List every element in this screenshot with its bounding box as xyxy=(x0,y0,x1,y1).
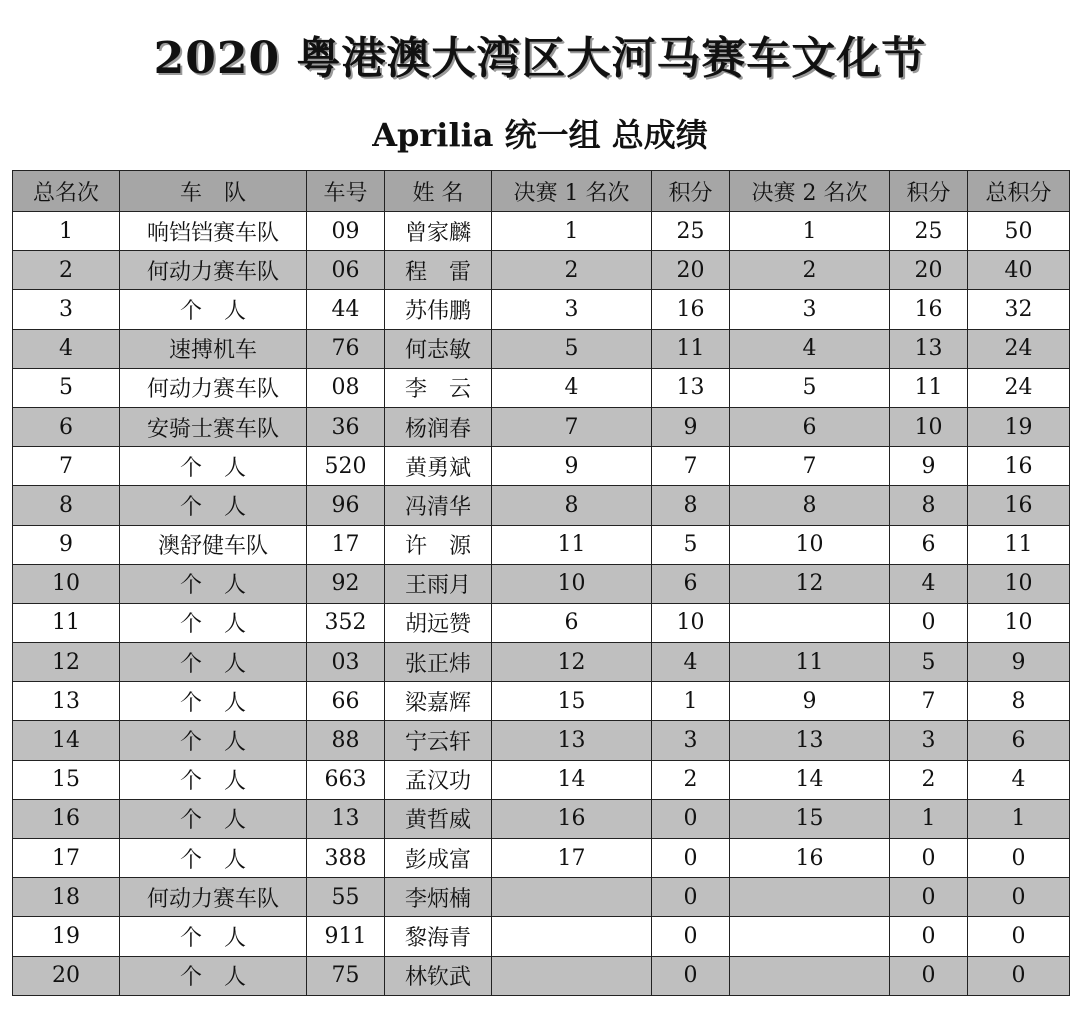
car-number-cell: 06 xyxy=(307,251,385,290)
final1-points-cell: 1 xyxy=(652,682,730,721)
final2-rank-cell: 11 xyxy=(730,643,890,682)
final2-rank-cell: 5 xyxy=(730,368,890,407)
final2-points-cell: 0 xyxy=(890,956,968,995)
name-cell: 彭成富 xyxy=(385,839,492,878)
header-final2-points: 积分 xyxy=(890,171,968,212)
car-number-cell: 76 xyxy=(307,329,385,368)
table-row xyxy=(13,799,1070,838)
rank-cell: 2 xyxy=(13,251,120,290)
total-points-cell: 1 xyxy=(968,799,1070,838)
table-row xyxy=(13,447,1070,486)
final2-points-cell: 8 xyxy=(890,486,968,525)
name-cell: 胡远赞 xyxy=(385,603,492,642)
total-points-cell: 0 xyxy=(968,878,1070,917)
final1-points-cell: 10 xyxy=(652,603,730,642)
team-cell: 个 人 xyxy=(120,564,307,603)
team-cell: 个 人 xyxy=(120,486,307,525)
team-cell: 个 人 xyxy=(120,447,307,486)
team-cell: 澳舒健车队 xyxy=(120,525,307,564)
final2-rank-cell: 15 xyxy=(730,799,890,838)
final1-points-cell: 16 xyxy=(652,290,730,329)
total-points-cell: 16 xyxy=(968,447,1070,486)
car-number-cell: 92 xyxy=(307,564,385,603)
final1-points-cell: 25 xyxy=(652,212,730,251)
rank-cell: 18 xyxy=(13,878,120,917)
team-cell: 何动力赛车队 xyxy=(120,368,307,407)
final2-points-cell: 25 xyxy=(890,212,968,251)
final2-points-cell: 0 xyxy=(890,603,968,642)
rank-cell: 14 xyxy=(13,721,120,760)
table-row xyxy=(13,329,1070,368)
final2-rank-cell xyxy=(730,956,890,995)
final1-points-cell: 0 xyxy=(652,839,730,878)
final1-rank-cell: 4 xyxy=(492,368,652,407)
name-cell: 李 云 xyxy=(385,368,492,407)
final2-points-cell: 1 xyxy=(890,799,968,838)
table-row xyxy=(13,407,1070,446)
total-points-cell: 10 xyxy=(968,603,1070,642)
car-number-cell: 36 xyxy=(307,407,385,446)
car-number-cell: 09 xyxy=(307,212,385,251)
header-car-number: 车号 xyxy=(307,171,385,212)
final1-points-cell: 8 xyxy=(652,486,730,525)
table-row xyxy=(13,603,1070,642)
car-number-cell: 88 xyxy=(307,721,385,760)
total-points-cell: 50 xyxy=(968,212,1070,251)
name-cell: 李炳楠 xyxy=(385,878,492,917)
total-points-cell: 24 xyxy=(968,329,1070,368)
team-cell: 个 人 xyxy=(120,682,307,721)
car-number-cell: 55 xyxy=(307,878,385,917)
car-number-cell: 17 xyxy=(307,525,385,564)
final2-points-cell: 13 xyxy=(890,329,968,368)
car-number-cell: 911 xyxy=(307,917,385,956)
total-points-cell: 0 xyxy=(968,917,1070,956)
name-cell: 王雨月 xyxy=(385,564,492,603)
final2-points-cell: 0 xyxy=(890,917,968,956)
table-row xyxy=(13,368,1070,407)
team-cell: 何动力赛车队 xyxy=(120,878,307,917)
final1-points-cell: 7 xyxy=(652,447,730,486)
table-row xyxy=(13,486,1070,525)
name-cell: 孟汉功 xyxy=(385,760,492,799)
rank-cell: 4 xyxy=(13,329,120,368)
name-cell: 何志敏 xyxy=(385,329,492,368)
final1-points-cell: 13 xyxy=(652,368,730,407)
results-table xyxy=(12,170,1070,996)
final1-rank-cell: 1 xyxy=(492,212,652,251)
table-row xyxy=(13,525,1070,564)
name-cell: 苏伟鹏 xyxy=(385,290,492,329)
total-points-cell: 24 xyxy=(968,368,1070,407)
final2-rank-cell: 14 xyxy=(730,760,890,799)
final2-rank-cell xyxy=(730,878,890,917)
rank-cell: 13 xyxy=(13,682,120,721)
final2-rank-cell: 4 xyxy=(730,329,890,368)
final2-rank-cell: 8 xyxy=(730,486,890,525)
final1-rank-cell xyxy=(492,956,652,995)
rank-cell: 6 xyxy=(13,407,120,446)
final2-rank-cell: 1 xyxy=(730,212,890,251)
final2-rank-cell: 12 xyxy=(730,564,890,603)
rank-cell: 9 xyxy=(13,525,120,564)
table-row xyxy=(13,760,1070,799)
rank-cell: 10 xyxy=(13,564,120,603)
final2-points-cell: 9 xyxy=(890,447,968,486)
final1-rank-cell: 9 xyxy=(492,447,652,486)
name-cell: 冯清华 xyxy=(385,486,492,525)
final1-rank-cell xyxy=(492,878,652,917)
total-points-cell: 11 xyxy=(968,525,1070,564)
rank-cell: 17 xyxy=(13,839,120,878)
final1-rank-cell: 5 xyxy=(492,329,652,368)
total-points-cell: 0 xyxy=(968,839,1070,878)
table-row xyxy=(13,917,1070,956)
car-number-cell: 03 xyxy=(307,643,385,682)
team-cell: 个 人 xyxy=(120,917,307,956)
name-cell: 杨润春 xyxy=(385,407,492,446)
team-cell: 个 人 xyxy=(120,839,307,878)
name-cell: 林钦武 xyxy=(385,956,492,995)
final2-points-cell: 16 xyxy=(890,290,968,329)
total-points-cell: 40 xyxy=(968,251,1070,290)
final1-points-cell: 0 xyxy=(652,799,730,838)
final1-rank-cell: 15 xyxy=(492,682,652,721)
final2-points-cell: 7 xyxy=(890,682,968,721)
final1-points-cell: 0 xyxy=(652,878,730,917)
final2-rank-cell: 7 xyxy=(730,447,890,486)
car-number-cell: 66 xyxy=(307,682,385,721)
final2-points-cell: 0 xyxy=(890,878,968,917)
name-cell: 黄勇斌 xyxy=(385,447,492,486)
car-number-cell: 96 xyxy=(307,486,385,525)
table-row xyxy=(13,564,1070,603)
rank-cell: 5 xyxy=(13,368,120,407)
final1-points-cell: 6 xyxy=(652,564,730,603)
final1-rank-cell: 17 xyxy=(492,839,652,878)
table-row xyxy=(13,721,1070,760)
final1-rank-cell: 8 xyxy=(492,486,652,525)
final2-rank-cell: 3 xyxy=(730,290,890,329)
team-cell: 个 人 xyxy=(120,643,307,682)
total-points-cell: 8 xyxy=(968,682,1070,721)
final2-points-cell: 2 xyxy=(890,760,968,799)
name-cell: 许 源 xyxy=(385,525,492,564)
name-cell: 曾家麟 xyxy=(385,212,492,251)
table-row xyxy=(13,956,1070,995)
final2-rank-cell: 9 xyxy=(730,682,890,721)
header-final2-rank: 决赛 2 名次 xyxy=(730,171,890,212)
final1-rank-cell: 16 xyxy=(492,799,652,838)
final2-points-cell: 6 xyxy=(890,525,968,564)
final1-rank-cell: 2 xyxy=(492,251,652,290)
name-cell: 张正炜 xyxy=(385,643,492,682)
final2-rank-cell xyxy=(730,603,890,642)
name-cell: 宁云轩 xyxy=(385,721,492,760)
total-points-cell: 19 xyxy=(968,407,1070,446)
final2-rank-cell: 10 xyxy=(730,525,890,564)
final2-rank-cell: 6 xyxy=(730,407,890,446)
header-total-points: 总积分 xyxy=(968,171,1070,212)
team-cell: 安骑士赛车队 xyxy=(120,407,307,446)
final1-rank-cell: 12 xyxy=(492,643,652,682)
rank-cell: 12 xyxy=(13,643,120,682)
final2-points-cell: 10 xyxy=(890,407,968,446)
table-row xyxy=(13,643,1070,682)
final1-rank-cell: 10 xyxy=(492,564,652,603)
table-row xyxy=(13,878,1070,917)
rank-cell: 16 xyxy=(13,799,120,838)
final1-rank-cell: 11 xyxy=(492,525,652,564)
car-number-cell: 388 xyxy=(307,839,385,878)
name-cell: 梁嘉辉 xyxy=(385,682,492,721)
total-points-cell: 0 xyxy=(968,956,1070,995)
final2-points-cell: 20 xyxy=(890,251,968,290)
final2-points-cell: 5 xyxy=(890,643,968,682)
header-name: 姓 名 xyxy=(385,171,492,212)
team-cell: 响铛铛赛车队 xyxy=(120,212,307,251)
final2-rank-cell: 13 xyxy=(730,721,890,760)
car-number-cell: 44 xyxy=(307,290,385,329)
header-row xyxy=(13,171,1070,212)
total-points-cell: 32 xyxy=(968,290,1070,329)
rank-cell: 19 xyxy=(13,917,120,956)
team-cell: 个 人 xyxy=(120,290,307,329)
total-points-cell: 4 xyxy=(968,760,1070,799)
table-row xyxy=(13,839,1070,878)
final2-points-cell: 4 xyxy=(890,564,968,603)
rank-cell: 3 xyxy=(13,290,120,329)
car-number-cell: 08 xyxy=(307,368,385,407)
rank-cell: 15 xyxy=(13,760,120,799)
header-final1-points: 积分 xyxy=(652,171,730,212)
table-row xyxy=(13,290,1070,329)
final1-points-cell: 0 xyxy=(652,917,730,956)
final1-rank-cell: 13 xyxy=(492,721,652,760)
final1-points-cell: 2 xyxy=(652,760,730,799)
final1-points-cell: 0 xyxy=(652,956,730,995)
team-cell: 个 人 xyxy=(120,760,307,799)
final1-points-cell: 3 xyxy=(652,721,730,760)
rank-cell: 8 xyxy=(13,486,120,525)
final1-rank-cell: 3 xyxy=(492,290,652,329)
rank-cell: 20 xyxy=(13,956,120,995)
total-points-cell: 10 xyxy=(968,564,1070,603)
team-cell: 速搏机车 xyxy=(120,329,307,368)
final2-points-cell: 11 xyxy=(890,368,968,407)
final1-points-cell: 5 xyxy=(652,525,730,564)
table-row xyxy=(13,682,1070,721)
final1-rank-cell: 7 xyxy=(492,407,652,446)
final1-points-cell: 9 xyxy=(652,407,730,446)
car-number-cell: 663 xyxy=(307,760,385,799)
total-points-cell: 16 xyxy=(968,486,1070,525)
car-number-cell: 13 xyxy=(307,799,385,838)
name-cell: 黎海青 xyxy=(385,917,492,956)
name-cell: 黄哲威 xyxy=(385,799,492,838)
final1-rank-cell xyxy=(492,917,652,956)
page-subtitle: Aprilia 统一组 总成绩 xyxy=(372,116,708,154)
final2-rank-cell: 2 xyxy=(730,251,890,290)
team-cell: 何动力赛车队 xyxy=(120,251,307,290)
team-cell: 个 人 xyxy=(120,603,307,642)
final1-rank-cell: 6 xyxy=(492,603,652,642)
rank-cell: 11 xyxy=(13,603,120,642)
total-points-cell: 6 xyxy=(968,721,1070,760)
final2-points-cell: 0 xyxy=(890,839,968,878)
final1-rank-cell: 14 xyxy=(492,760,652,799)
final1-points-cell: 4 xyxy=(652,643,730,682)
team-cell: 个 人 xyxy=(120,799,307,838)
team-cell: 个 人 xyxy=(120,956,307,995)
car-number-cell: 352 xyxy=(307,603,385,642)
car-number-cell: 520 xyxy=(307,447,385,486)
header-overall-rank: 总名次 xyxy=(13,171,120,212)
rank-cell: 7 xyxy=(13,447,120,486)
header-final1-rank: 决赛 1 名次 xyxy=(492,171,652,212)
table-row xyxy=(13,212,1070,251)
final2-points-cell: 3 xyxy=(890,721,968,760)
team-cell: 个 人 xyxy=(120,721,307,760)
page-title: 2020 粤港澳大湾区大河马赛车文化节 xyxy=(153,33,927,84)
rank-cell: 1 xyxy=(13,212,120,251)
table-row xyxy=(13,251,1070,290)
final1-points-cell: 20 xyxy=(652,251,730,290)
final2-rank-cell xyxy=(730,917,890,956)
header-team: 车 队 xyxy=(120,171,307,212)
final2-rank-cell: 16 xyxy=(730,839,890,878)
final1-points-cell: 11 xyxy=(652,329,730,368)
car-number-cell: 75 xyxy=(307,956,385,995)
total-points-cell: 9 xyxy=(968,643,1070,682)
name-cell: 程 雷 xyxy=(385,251,492,290)
